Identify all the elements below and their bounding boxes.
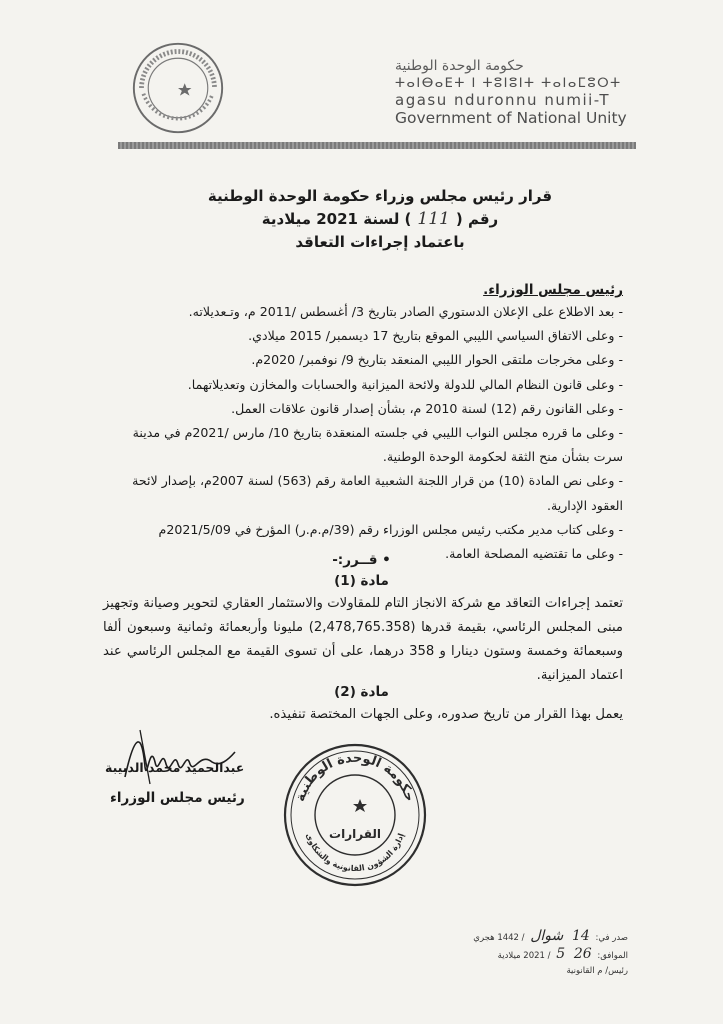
preamble-clause: - وعلى مخرجات ملتقى الحوار الليبي المنعقد بتاريخ 9/ نوفمبر/ 2020م. [251,352,623,368]
decrees-office-stamp [280,740,430,890]
letterhead [395,58,635,127]
title-number-prefix: رقم ( [455,210,499,228]
preamble-clause: - وعلى ما قرره مجلس النواب الليبي في جلسته المنعقدة بتاريخ 10/ مارس /2021م في مدينة سرت بشأن منح الثقة لحكومة الوحدة الوطنية. [132,425,623,465]
preamble-clause: - وعلى الاتفاق السياسي الليبي الموقع بتاريخ 17 ديسمبر/ 2015 ميلادي. [248,328,623,344]
footer-hijri-day: 14 [571,928,590,944]
preamble-clause: - وعلى ما تقتضيه المصلحة العامة. [445,546,623,562]
stamp-center-text: القرارات [329,827,381,841]
preamble-clause: - وعلى قانون النظام المالي للدولة ولائحة الميزانية والحسابات والمخازن وتعديلاتهما. [187,376,623,392]
signatory-title: رئيس مجلس الوزراء [110,790,245,806]
signatory-name: عبدالحميد محمد الدبيبة [105,760,245,775]
article-2-text: يعمل بهذا القرار من تاريخ صدوره، وعلى الجهات المختصة تنفيذه. [269,707,623,722]
article-1-title: مادة (1) [334,573,389,589]
letterhead-latin: agasu nduronnu numii-T [395,91,610,109]
title-line-1: قرار رئيس مجلس وزراء حكومة الوحدة الوطنية [207,187,553,205]
title-number-suffix: ) لسنة 2021 ميلادية [261,210,412,228]
preamble [103,282,623,566]
footer-gregorian-day: 26 [573,946,592,962]
footer-issued-label: صدر في: [595,933,628,943]
preamble-heading: رئيس مجلس الوزراء. [483,282,623,298]
preamble-clause: - وعلى كتاب مدير مكتب رئيس مجلس الوزراء رقم (39/م.م.ر) المؤرخ في 2021/5/09م [158,521,623,537]
stamp-top-text: حكومة الوحدة الوطنية [292,750,418,804]
title-line-2 [140,208,620,231]
title-line-3: باعتماد إجراءات التعاقد [295,233,465,251]
footer-legal-line: رئيس/ م القانونية [566,966,628,976]
letterhead-tifinagh: ⵜⴰⵏⴱⴰⴹⵜ ⵏ ⵜⵓⵏⵓⵏⵜ ⵜⴰⵏⴰⵎⵓⵔⵜ [395,76,622,91]
footer-gregorian-month: 5 [556,946,566,962]
letterhead-english: Government of National Unity [395,109,627,127]
article-1-text: تعتمد إجراءات التعاقد مع شركة الانجاز التام للمقاولات والاستثمار العقاري لتحوير وصيانة وتجهيز مبنى المجلس الرئاسي، بقيمة قدرها (2,478,765.358) مليونا وأربعمائة وثمانية وسبعون ألفا وسبعمائة وخمسة وستون دينارا و 358 درهما، على أن تسوى القيمة مع المجلس الرئاسي عند اعتماد الميزانية. [103,596,624,683]
decree-number: 111 [417,209,450,229]
footer-hijri-year: / 1442 هجري [473,933,525,943]
government-seal-top [130,40,226,136]
letterhead-divider [118,142,636,149]
footer-gregorian-label: الموافق: [597,951,628,961]
stamp-bottom-text: إدارة الشؤون القانونية والشكاوى [304,832,406,874]
footer-gregorian-line [428,946,628,962]
decree-title [140,185,620,254]
decree-heading: • قــرر:- [332,552,391,568]
preamble-clause: - بعد الاطلاع على الإعلان الدستوري الصادر بتاريخ 3/ أغسطس /2011 م، وتـعديلاته. [188,304,623,319]
footer-gregorian-year: / 2021 ميلادية [497,951,551,961]
article-2-title: مادة (2) [334,684,389,700]
footer-hijri-month: شوال [530,928,564,944]
handwritten-signature [120,722,240,792]
preamble-clause: - وعلى القانون رقم (12) لسنة 2010 م، بشأن إصدار قانون علاقات العمل. [231,400,623,416]
footer-issued-line [428,928,628,944]
preamble-clause: - وعلى نص المادة (10) من قرار اللجنة الشعبية العامة رقم (563) لسنة 2007م، بإصدار لائحة العقود الإدارية. [132,473,623,513]
letterhead-arabic: حكومة الوحدة الوطنية [395,58,524,74]
